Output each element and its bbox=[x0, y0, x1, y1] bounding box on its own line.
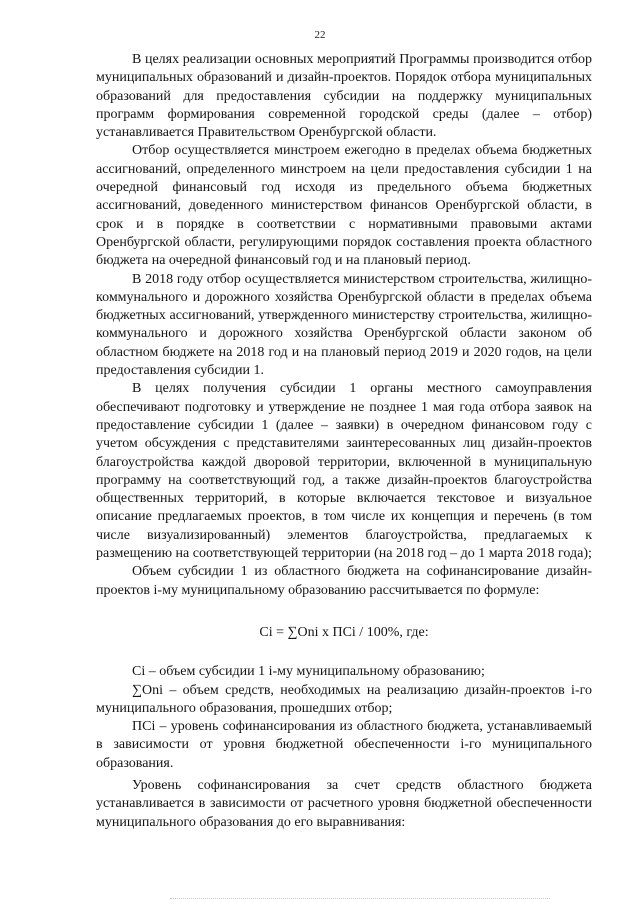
formula-legend-oni: ∑Oni – объем средств, необходимых на реализацию дизайн-проектов i-го муниципального образования, прошедших отбор; bbox=[96, 682, 592, 716]
paragraph-selection-procedure: Отбор осуществляется минстроем ежегодно в пределах объема бюджетных ассигнований, определенного минстроем на цели предоставления субсидии 1 на очередной финансовый год исходя из предельного объема бюджетных ассигнований, доведенного министерством финансов Оренбургской области, в срок и в порядке в соответствии с нормативными правовыми актами Оренбургской области, регулирующими порядок составления проекта областного бюджета на очередной финансовый год и на плановый период. bbox=[96, 143, 592, 269]
scan-artifact-line bbox=[170, 898, 550, 901]
paragraph-selection-intro: В целях реализации основных мероприятий Программы производится отбор муниципальных образований и дизайн-проектов. Порядок отбора муниципальных образований для предоставления субсидии на поддержку муниципальных программ формирования современной городской среды (далее – отбор) устанавливается Правительством Оренбургской области. bbox=[96, 52, 592, 141]
subsidy-formula: Ci = ∑Oni x ПCi / 100%, где: bbox=[259, 624, 429, 640]
formula-legend-psi: ПСi – уровень софинансирования из областного бюджета, устанавливаемый в зависимости от уровня бюджетной обеспеченности i-го муниципального образования. bbox=[96, 719, 592, 771]
paragraph-cofinancing-level: Уровень софинансирования за счет средств областного бюджета устанавливается в зависимости от расчетного уровня бюджетной обеспеченности муниципального образования до его выравнивания: bbox=[96, 777, 592, 830]
paragraph-selection-2018: В 2018 году отбор осуществляется министерством строительства, жилищно-коммунального и дорожного хозяйства Оренбургской области в пределах объема бюджетных ассигнований, утвержденного министерству строительства, жилищно-коммунального и дорожного хозяйства Оренбургской области законом об областном бюджете на 2018 год и на плановый период 2019 и 2020 годов, на цели предоставления субсидии 1. bbox=[96, 271, 592, 379]
page-number: 22 bbox=[314, 29, 326, 41]
document-body bbox=[96, 51, 592, 832]
paragraph-subsidy-formula-intro: Объем субсидии 1 из областного бюджета на софинансирование дизайн-проектов i-му муниципальному образованию рассчитывается по формуле: bbox=[96, 564, 592, 598]
paragraph-subsidy-conditions: В целях получения субсидии 1 органы местного самоуправления обеспечивают подготовку и утверждение не позднее 1 мая года отбора заявок на предоставление субсидии 1 (далее – заявки) в очередном финансовом году с учетом обсуждения с представителями заинтересованных лиц дизайн-проектов благоустройства каждой дворовой территории, включенной в муниципальную программу на соответствующий год, а также дизайн-проектов благоустройства общественных территорий, в которые включается текстовое и визуальное описание предлагаемых проектов, в том числе их концепция и перечень (в том числе визуализированный) элементов благоустройства, предлагаемых к размещению на соответствующей территории (на 2018 год – до 1 марта 2018 года); bbox=[96, 381, 592, 562]
formula-legend-ci: Ci – объем субсидии 1 i-му муниципальному образованию; bbox=[132, 664, 485, 680]
